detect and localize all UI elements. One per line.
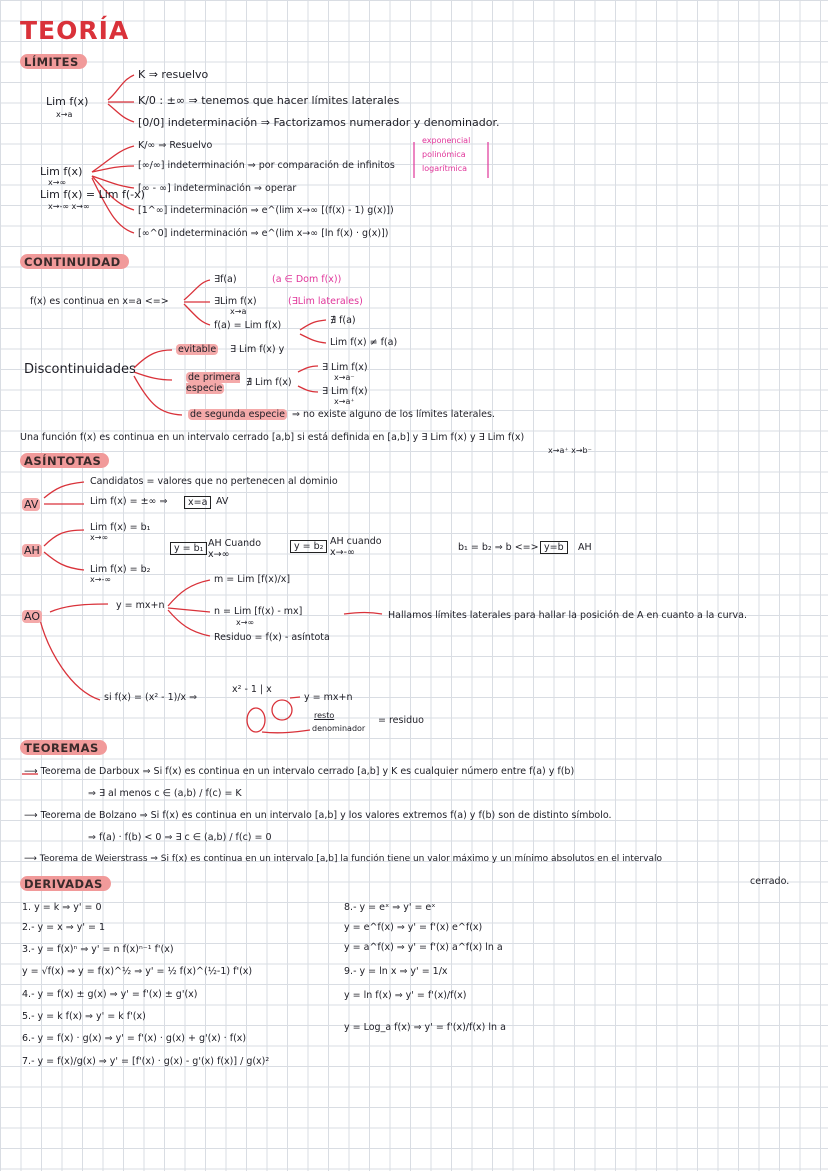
lim-a: Lim f(x) [46,95,89,108]
av-box: x=a [184,496,211,509]
cond-1-note: (a ∈ Dom f(x)) [272,274,342,285]
primera-1-sub: x→a⁻ [334,373,355,382]
section-limites: LÍMITES [20,54,87,69]
ao-m: m = Lim [f(x)/x] [214,574,291,585]
ao-y: y = mx+n [116,600,165,611]
derivada-8: 8.- y = eˣ ⇒ y' = eˣ [344,902,436,913]
av-lim: Lim f(x) = ±∞ ⇒ [90,496,168,507]
derivada-3b: y = √f(x) ⇒ y = f(x)^½ ⇒ y' = ½ f(x)^(½-1) f'(x) [22,966,253,977]
cond-3: f(a) = Lim f(x) [214,320,282,331]
derivada-8c: y = a^f(x) ⇒ y' = f'(x) a^f(x) ln a [344,942,503,953]
lim-branch-3: [0/0] indeterminación ⇒ Factorizamos numerador y denominador. [138,116,500,129]
ao-example-resto: resto [314,711,335,720]
lim-branch-2: K/0 : ±∞ ⇒ tenemos que hacer límites laterales [138,94,400,107]
lim-inf-branch-2: [∞/∞] indeterminación ⇒ por comparación de infinitos [138,160,395,171]
segunda-cond: ⇒ no existe alguno de los límites laterales. [292,409,495,420]
ah-lim-1-sub: x→∞ [90,533,109,542]
primera-1: ∃ Lim f(x) [322,362,368,373]
derivada-9c: y = Log_a f(x) ⇒ y' = f'(x)/f(x) ln a [344,1022,506,1033]
continua-intervalo-subs: x→a⁺ x→b⁻ [548,446,592,455]
ao-example-den: denominador [312,724,366,733]
ah-box-2: y = b₂ [290,540,327,553]
cond-2: ∃Lim f(x) [214,296,257,307]
lim-inf: Lim f(x) [40,165,83,178]
ah-equal: b₁ = b₂ ⇒ b <=> [458,542,539,553]
teorema-weierstrass-2: cerrado. [750,876,790,887]
teorema-bolzano: ⟶ Teorema de Bolzano ⇒ Si f(x) es continua en un intervalo [a,b] y los valores extremos f(a) y f(b) son de distinto símbolo. [24,810,612,821]
teorema-darboux-2: ⇒ ∃ al menos c ∈ (a,b) / f(c) = K [88,788,242,799]
lim-inf-branch-4: [1^∞] indeterminación ⇒ e^(lim x→∞ [(f(x) - 1) g(x)]) [138,205,394,216]
cond-1: ∃f(a) [214,274,237,285]
teorema-bolzano-2: ⇒ f(a) · f(b) < 0 ⇒ ∃ c ∈ (a,b) / f(c) = 0 [88,832,272,843]
inf-order-1: exponencial [422,136,471,145]
lim-inf-branch-5: [∞^0] indeterminación ⇒ e^(lim x→∞ [ln f(x) · g(x)]) [138,228,389,239]
page-title: TEORÍA [20,16,130,45]
derivada-9: 9.- y = ln x ⇒ y' = 1/x [344,966,448,977]
derivada-5: 5.- y = k f(x) ⇒ y' = k f'(x) [22,1011,146,1022]
primera-2-sub: x→a⁺ [334,397,355,406]
primera-cond: ∄ Lim f(x) [246,377,292,388]
av-candidatos: Candidatos = valores que no pertenecen al dominio [90,476,338,487]
evitable-label: evitable [178,344,217,355]
derivada-9b: y = ln f(x) ⇒ y' = f'(x)/f(x) [344,990,467,1001]
section-asintotas: ASÍNTOTAS [20,453,109,468]
derivada-2: 2.- y = x ⇒ y' = 1 [22,922,106,933]
lim-inf-branch-3: [∞ - ∞] indeterminación ⇒ operar [138,183,297,194]
derivada-3: 3.- y = f(x)ⁿ ⇒ y' = n f(x)ⁿ⁻¹ f'(x) [22,944,174,955]
ao-example: si f(x) = (x² - 1)/x ⇒ [104,692,198,703]
section-derivadas: DERIVADAS [20,876,111,891]
ao-label: AO [24,610,40,623]
primera-label: de primera especie [186,372,241,394]
ah-equal-tail: AH [578,542,592,553]
derivada-4: 4.- y = f(x) ± g(x) ⇒ y' = f'(x) ± g'(x) [22,989,198,1000]
cond-2-note: (∃Lim laterales) [288,296,363,307]
section-continuidad: CONTINUIDAD [20,254,129,269]
lim-inf-branch-1: K/∞ ⇒ Resuelvo [138,140,213,151]
lim-minf: Lim f(x) = Lim f(-x) [40,188,145,201]
segunda-label: de segunda especie [190,409,286,420]
section-teoremas: TEOREMAS [20,740,107,755]
inf-order-2: polinómica [422,150,466,159]
lim-a-sub: x→a [56,110,73,119]
ah-lim-1: Lim f(x) = b₁ [90,522,151,533]
derivada-6: 6.- y = f(x) · g(x) ⇒ y' = f'(x) · g(x) + g'(x) · f(x) [22,1033,247,1044]
inf-order-3: logarítmica [422,164,468,173]
ao-note: Hallamos límites laterales para hallar la posición de A en cuanto a la curva. [388,610,747,621]
ah-lim-2: Lim f(x) = b₂ [90,564,151,575]
teorema-darboux: ⟶ Teorema de Darboux ⇒ Si f(x) es continua en un intervalo cerrado [a,b] y K es cualquier número entre f(a) y f(b) [24,766,575,777]
ah-box-2-tail: AH cuando x→-∞ [330,536,382,558]
ao-n: n = Lim [f(x) - mx] [214,606,303,617]
ao-example-res: = residuo [378,715,424,726]
lim-branch-1: K ⇒ resuelvo [138,68,209,81]
teorema-weierstrass: ⟶ Teorema de Weierstrass ⇒ Si f(x) es continua en un intervalo [a,b] la función tiene un valor máximo y un mínimo absolutos en el intervalo [24,854,662,864]
ao-example-y: y = mx+n [304,692,353,703]
derivada-7: 7.- y = f(x)/g(x) ⇒ y' = [f'(x) · g(x) - g'(x) f(x)] / g(x)² [22,1056,270,1067]
ao-example-div: x² - 1 | x [232,684,272,695]
ah-equal-box: y=b [540,541,568,554]
evitable-cond: ∃ Lim f(x) y [230,344,285,355]
continua-intervalo: Una función f(x) es continua en un intervalo cerrado [a,b] si está definida en [a,b] y ∃ Lim f(x) y ∃ Lim f(x) [20,432,525,443]
av-label: AV [24,498,39,511]
lim-inf-sub: x→∞ [48,178,67,187]
evitable-2: Lim f(x) ≠ f(a) [330,337,398,348]
derivada-1: 1. y = k ⇒ y' = 0 [22,902,102,913]
av-tail: AV [216,496,229,507]
cond-2-sub: x→a [230,307,247,316]
continua-lead: f(x) es continua en x=a <=> [30,296,169,307]
primera-2: ∃ Lim f(x) [322,386,368,397]
derivada-8b: y = e^f(x) ⇒ y' = f'(x) e^f(x) [344,922,483,933]
ah-box-1-tail: AH Cuando x→∞ [208,538,262,560]
lim-minf-sub: x→-∞ x→∞ [48,202,90,211]
discontinuidades: Discontinuidades [24,362,136,377]
evitable-1: ∄ f(a) [330,315,356,326]
ah-label: AH [24,544,40,557]
ah-box-1: y = b₁ [170,542,207,555]
ao-n-sub: x→∞ [236,618,255,627]
ah-lim-2-sub: x→-∞ [90,575,111,584]
ao-residuo: Residuo = f(x) - asíntota [214,632,330,643]
